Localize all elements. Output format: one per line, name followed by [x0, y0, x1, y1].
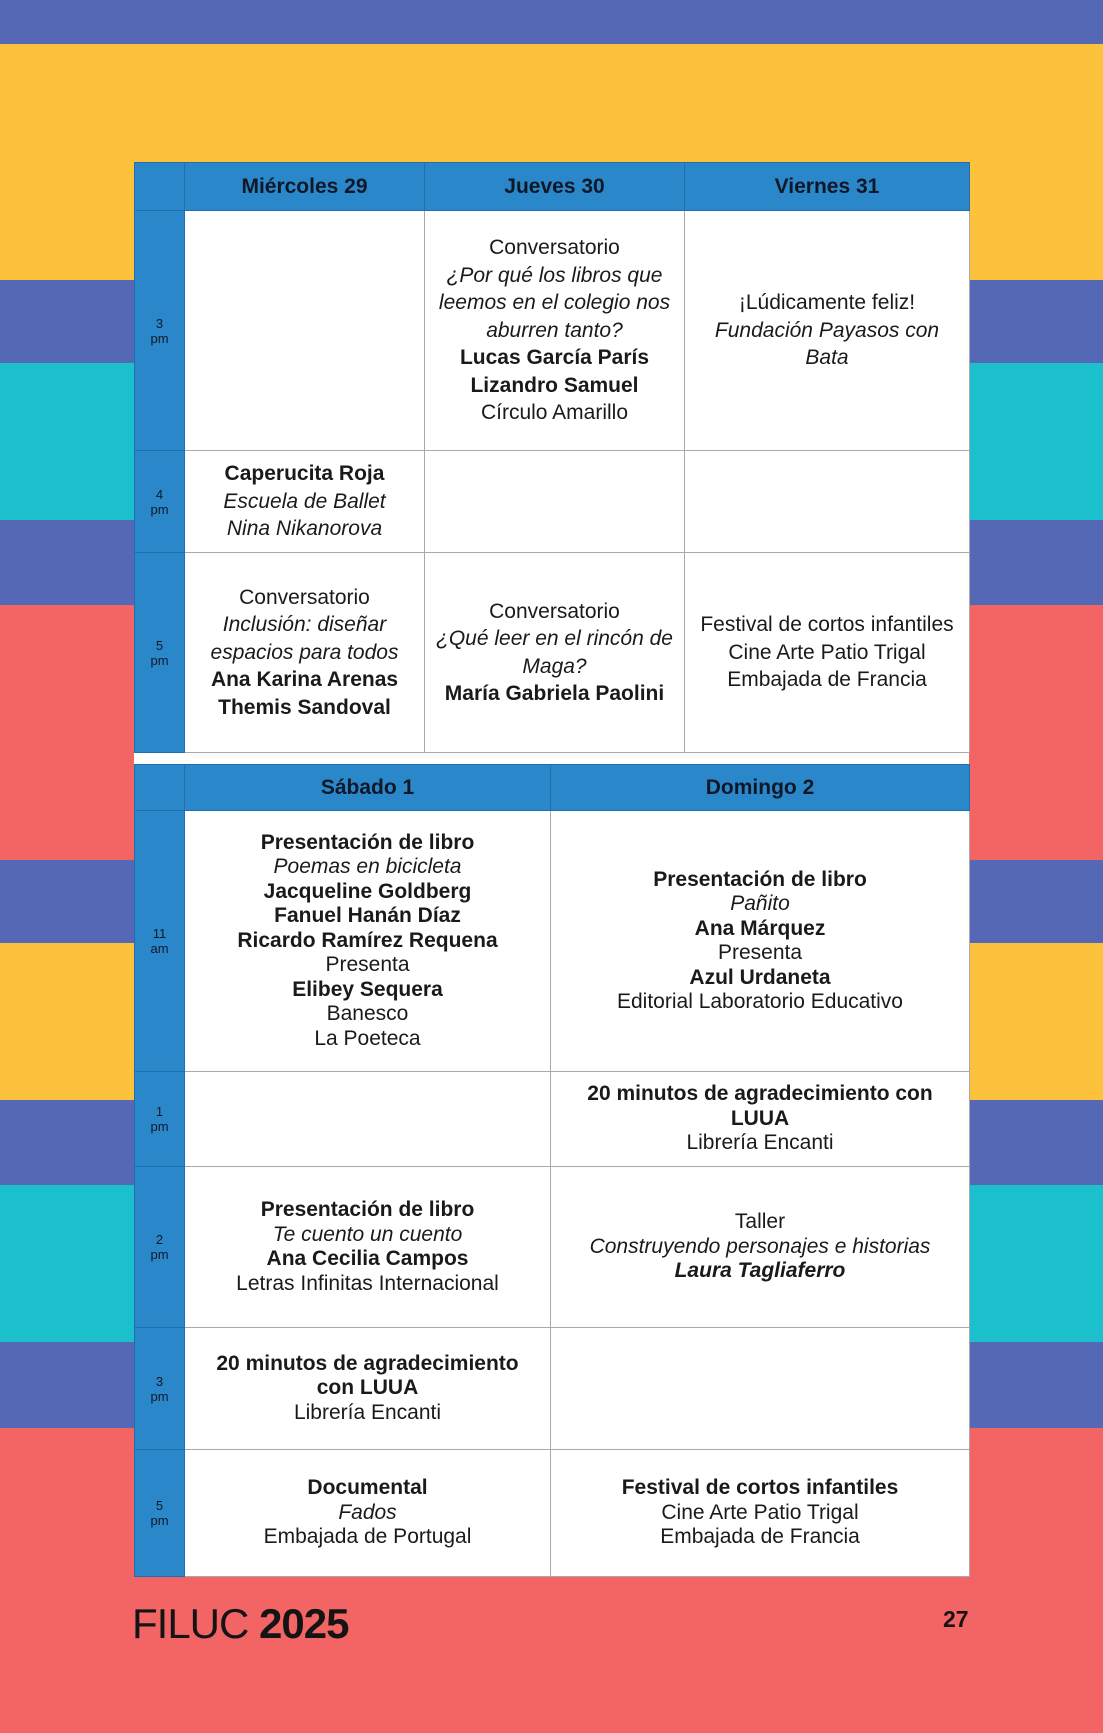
event-cell [551, 1167, 970, 1328]
event-cell [185, 811, 551, 1072]
event-line-bold: Presentación de libro [260, 830, 475, 854]
event-line-bold: Lizandro Samuel [470, 373, 639, 397]
time-cell: 5 pm [135, 553, 185, 753]
event-cell [551, 1072, 970, 1167]
time-cell: 2 pm [135, 1167, 185, 1328]
time-row [135, 811, 970, 1072]
time-row [135, 1450, 970, 1577]
event-line-bold: Jacqueline Goldberg [263, 879, 472, 903]
event-line-bold: Lucas García París [459, 346, 650, 370]
event-line-italic: Construyendo personajes e historias [589, 1234, 931, 1258]
event-line: Presenta [325, 953, 410, 977]
stripe-indigo-top [0, 0, 1103, 44]
event-line-bold: 20 minutos de agradecimiento con LUUA [587, 1082, 933, 1130]
page-number: 27 [943, 1606, 969, 1632]
time-row [135, 553, 970, 753]
event-line-bold: Azul Urdaneta [689, 965, 831, 989]
time-cell: 3 pm [135, 211, 185, 451]
event-line-bold: Presentación de libro [260, 1198, 475, 1221]
event-line: Librería Encanti [293, 1400, 442, 1424]
schedule-table-weekdays [134, 162, 970, 753]
time-cell: 1 pm [135, 1072, 185, 1167]
time-cell: 3 pm [135, 1328, 185, 1450]
event-line-bold: María Gabriela Paolini [444, 682, 665, 705]
event-line-italic: Pañito [730, 892, 790, 915]
event-line-italic: Fundación Payasos con Bata [714, 318, 940, 370]
event-cell [185, 553, 425, 753]
event-cell [185, 1328, 551, 1450]
event-line: Embajada de Portugal [263, 1525, 472, 1549]
event-line-bold: Ana Karina Arenas [210, 668, 399, 692]
day-header-sunday: Domingo 2 [551, 765, 970, 811]
event-cell [551, 1328, 970, 1450]
event-line-bold: Festival de cortos infantiles [621, 1476, 899, 1500]
event-line-bold: Ricardo Ramírez Requena [237, 928, 498, 952]
event-line-bold: Caperucita Roja [224, 462, 385, 486]
event-line: Conversatorio [239, 585, 370, 609]
event-line: Banesco [326, 1002, 409, 1026]
brand-name: FILUC [132, 1600, 249, 1647]
weekday-header-row [135, 163, 970, 211]
event-cell [185, 1450, 551, 1577]
corner-cell [135, 163, 185, 211]
event-line: Presenta [717, 941, 803, 964]
event-line-italic: Escuela de Ballet [223, 489, 386, 513]
event-cell [551, 811, 970, 1072]
time-row [135, 1072, 970, 1167]
event-line: Círculo Amarillo [480, 401, 629, 425]
time-row [135, 211, 970, 451]
event-line-italic: Nina Nikanorova [226, 517, 383, 541]
brand-year: 2025 [259, 1600, 349, 1647]
event-line: Conversatorio [489, 599, 620, 623]
event-line: Editorial Laboratorio Educativo [616, 990, 903, 1013]
event-line-italic: Te cuento un cuento [272, 1222, 463, 1246]
time-row [135, 451, 970, 553]
event-line-bold-italic: Laura Tagliaferro [674, 1259, 846, 1283]
event-line-bold: Ana Cecilia Campos [266, 1247, 469, 1270]
time-cell: 11 am [135, 811, 185, 1072]
event-line-bold: Fanuel Hanán Díaz [274, 904, 461, 928]
event-line-bold: Documental [307, 1476, 428, 1500]
day-header-wednesday: Miércoles 29 [185, 163, 425, 211]
event-cell [551, 1450, 970, 1577]
time-cell: 5 pm [135, 1450, 185, 1577]
event-cell [185, 451, 425, 553]
event-line: Conversatorio [489, 236, 620, 260]
event-line: Cine Arte Patio Trigal [661, 1500, 859, 1524]
event-cell [685, 553, 970, 753]
day-header-thursday: Jueves 30 [425, 163, 685, 211]
event-line: Embajada de Francia [727, 668, 927, 692]
event-line: Letras Infinitas Internacional [236, 1271, 499, 1295]
event-line-bold: Presentación de libro [653, 867, 867, 891]
event-line: Taller [734, 1210, 786, 1234]
event-cell [685, 451, 970, 553]
weekend-header-row [135, 765, 970, 811]
event-line-italic: ¿Por qué los libros que leemos en el colegio nos aburren tanto? [438, 263, 671, 342]
day-header-saturday: Sábado 1 [185, 765, 551, 811]
event-line-bold: Ana Márquez [694, 916, 826, 940]
event-cell [185, 1072, 551, 1167]
corner-cell [135, 765, 185, 811]
day-header-friday: Viernes 31 [685, 163, 970, 211]
footer-brand [132, 1600, 348, 1648]
event-line: ¡Lúdicamente feliz! [738, 291, 916, 315]
event-line-bold: Elibey Sequera [292, 977, 443, 1001]
event-line-italic: Fados [338, 1500, 397, 1524]
event-cell [185, 211, 425, 451]
event-line: La Poeteca [314, 1026, 421, 1050]
event-line-bold: 20 minutos de agradecimiento con LUUA [216, 1351, 519, 1400]
time-cell: 4 pm [135, 451, 185, 553]
event-line-italic: ¿Qué leer en el rincón de Maga? [436, 627, 673, 678]
schedule-table-weekend [134, 764, 970, 1577]
event-cell [425, 553, 685, 753]
event-cell [685, 211, 970, 451]
event-cell [425, 211, 685, 451]
event-line: Festival de cortos infantiles [700, 613, 954, 637]
event-line: Embajada de Francia [660, 1525, 860, 1549]
time-row [135, 1167, 970, 1328]
time-row [135, 1328, 970, 1450]
event-cell [185, 1167, 551, 1328]
event-line-bold: Themis Sandoval [218, 695, 391, 719]
event-line: Librería Encanti [686, 1131, 834, 1155]
event-cell [425, 451, 685, 553]
event-line-italic: Poemas en bicicleta [273, 855, 462, 879]
event-line-italic: Inclusión: diseñar espacios para todos [210, 613, 399, 664]
event-line: Cine Arte Patio Trigal [728, 640, 926, 664]
